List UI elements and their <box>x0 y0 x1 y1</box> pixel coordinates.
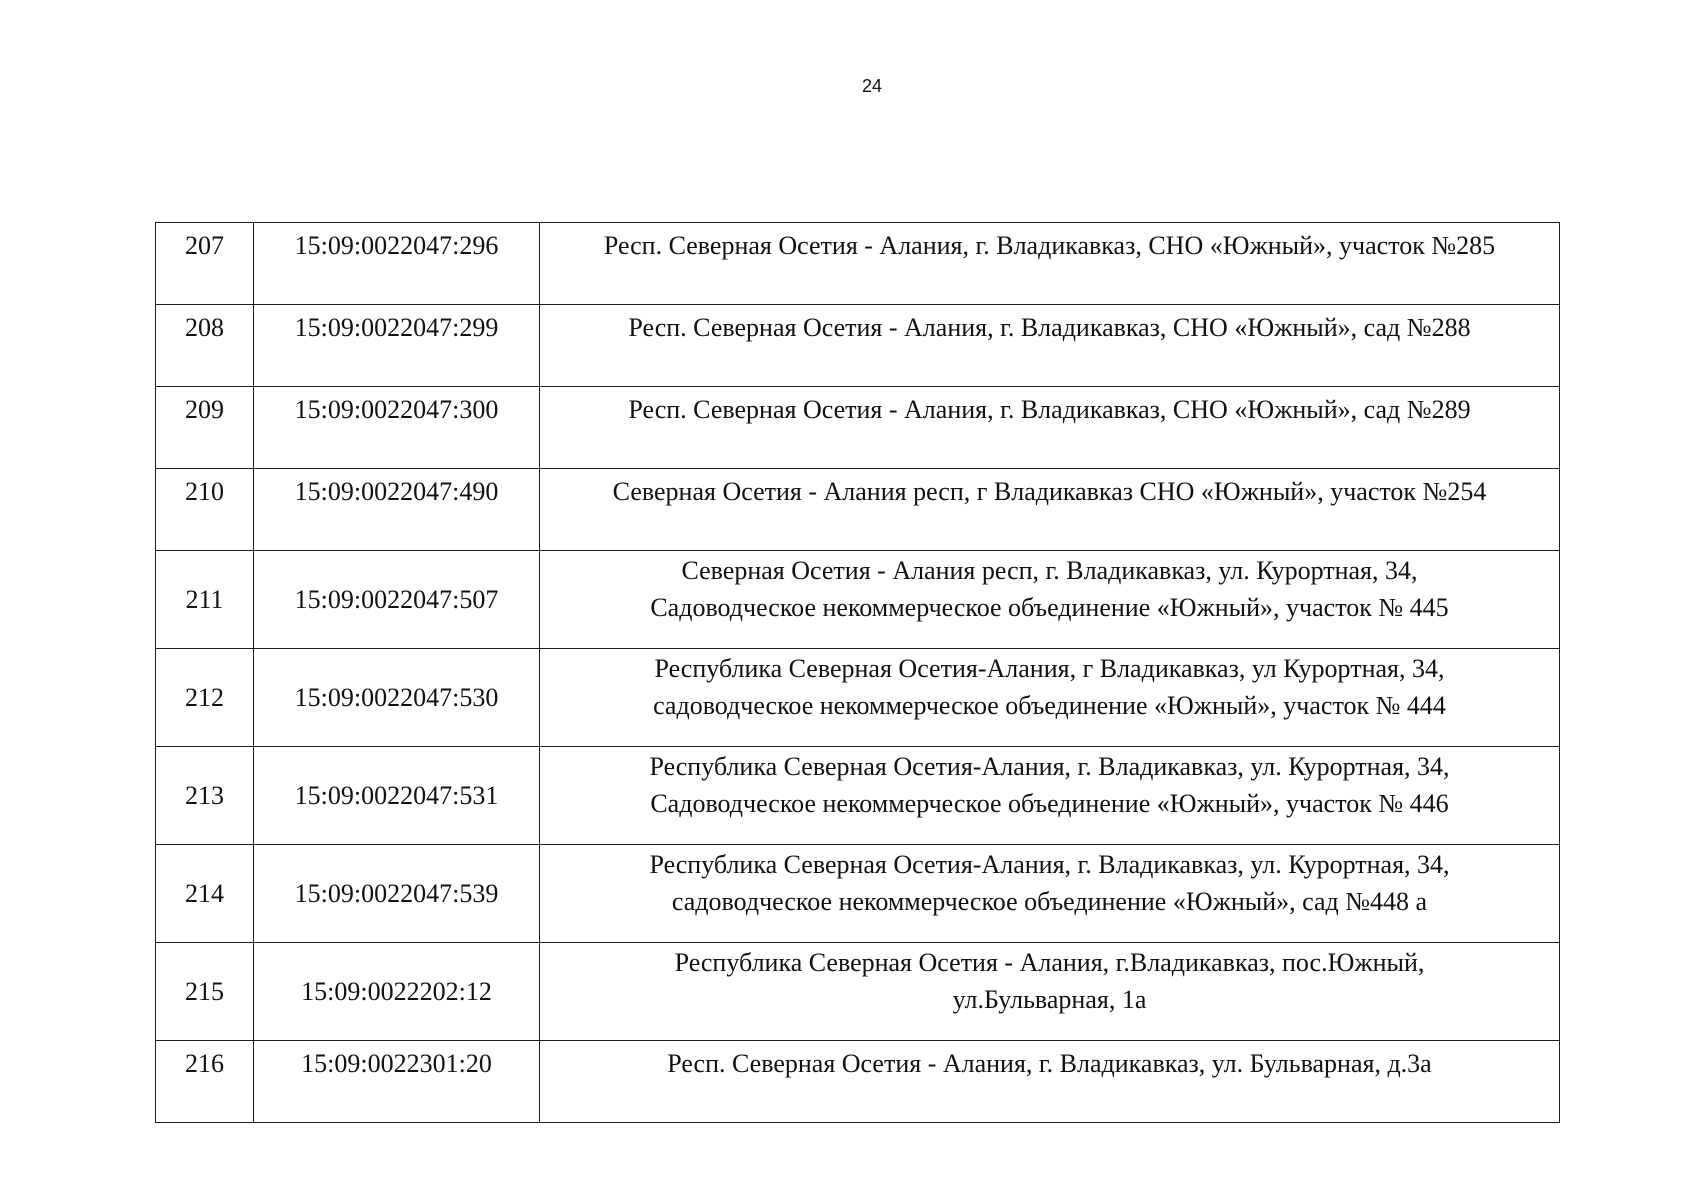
row-number: 208 <box>156 305 254 387</box>
cadastral-number: 15:09:0022047:507 <box>254 551 540 649</box>
cadastral-number: 15:09:0022047:299 <box>254 305 540 387</box>
address: Северная Осетия - Алания респ, г Владикавказ СНО «Южный», участок №254 <box>540 469 1560 551</box>
table-row <box>156 1041 1560 1123</box>
address-line-1: Республика Северная Осетия-Алания, г Владикавказ, ул Курортная, 34, <box>654 654 1445 683</box>
cadastral-number: 15:09:0022047:296 <box>254 223 540 305</box>
address: Респ. Северная Осетия - Алания, г. Владикавказ, ул. Бульварная, д.3а <box>540 1041 1560 1123</box>
address <box>540 943 1560 1041</box>
address: Респ. Северная Осетия - Алания, г. Владикавказ, СНО «Южный», сад №288 <box>540 305 1560 387</box>
row-number: 213 <box>156 747 254 845</box>
address-line-2: Садоводческое некоммерческое объединение «Южный», участок № 445 <box>650 593 1449 622</box>
address-line-2: садоводческое некоммерческое объединение «Южный», участок № 444 <box>653 691 1446 720</box>
address <box>540 845 1560 943</box>
row-number: 214 <box>156 845 254 943</box>
row-number: 215 <box>156 943 254 1041</box>
address-line-2: Садоводческое некоммерческое объединение «Южный», участок № 446 <box>650 789 1449 818</box>
address: Респ. Северная Осетия - Алания, г. Владикавказ, СНО «Южный», сад №289 <box>540 387 1560 469</box>
table-row <box>156 551 1560 649</box>
row-number: 207 <box>156 223 254 305</box>
table-row <box>156 305 1560 387</box>
table-row <box>156 649 1560 747</box>
cadastral-number: 15:09:0022047:531 <box>254 747 540 845</box>
row-number: 216 <box>156 1041 254 1123</box>
table-row <box>156 223 1560 305</box>
cadastral-number: 15:09:0022047:539 <box>254 845 540 943</box>
page-number: 24 <box>861 76 883 96</box>
cadastral-number: 15:09:0022047:530 <box>254 649 540 747</box>
table-row <box>156 943 1560 1041</box>
address-line-1: Республика Северная Осетия - Алания, г.Владикавказ, пос.Южный, <box>674 948 1425 977</box>
address-line-1: Республика Северная Осетия-Алания, г. Владикавказ, ул. Курортная, 34, <box>649 752 1450 781</box>
row-number: 209 <box>156 387 254 469</box>
address <box>540 747 1560 845</box>
row-number: 212 <box>156 649 254 747</box>
row-number: 210 <box>156 469 254 551</box>
address-line-1: Северная Осетия - Алания респ, г. Владикавказ, ул. Курортная, 34, <box>681 556 1418 585</box>
table-row <box>156 469 1560 551</box>
cadastral-number: 15:09:0022047:300 <box>254 387 540 469</box>
address <box>540 551 1560 649</box>
address-line-2: садоводческое некоммерческое объединение «Южный», сад №448 а <box>671 887 1428 916</box>
cadastral-number: 15:09:0022301:20 <box>254 1041 540 1123</box>
cadastral-number: 15:09:0022047:490 <box>254 469 540 551</box>
table-row <box>156 387 1560 469</box>
cadastral-number: 15:09:0022202:12 <box>254 943 540 1041</box>
address: Респ. Северная Осетия - Алания, г. Владикавказ, СНО «Южный», участок №285 <box>540 223 1560 305</box>
row-number: 211 <box>156 551 254 649</box>
address-line-2: ул.Бульварная, 1а <box>952 985 1147 1014</box>
table-row <box>156 747 1560 845</box>
address <box>540 649 1560 747</box>
address-line-1: Республика Северная Осетия-Алания, г. Владикавказ, ул. Курортная, 34, <box>649 850 1450 879</box>
table-row <box>156 845 1560 943</box>
land-plots-table <box>155 222 1560 1123</box>
